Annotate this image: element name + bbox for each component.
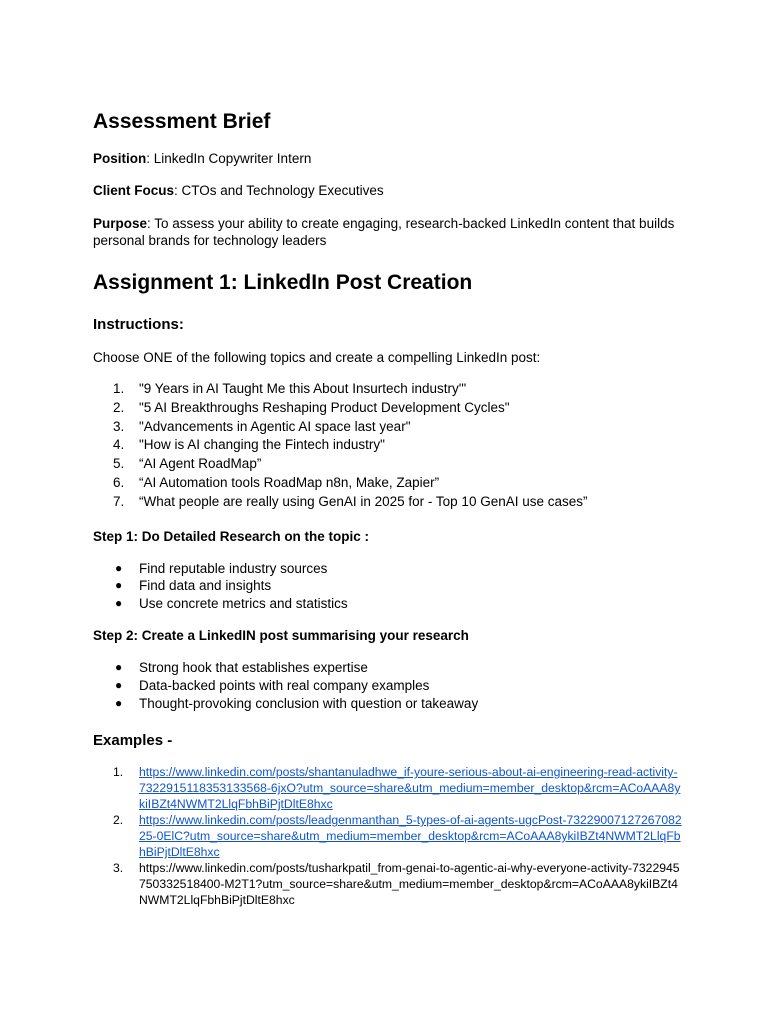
bullet-icon: ● xyxy=(115,578,123,593)
instructions-heading: Instructions: xyxy=(93,316,184,333)
list-item: 7. “What people are really using GenAI in 2025 for - Top 10 GenAI use cases” xyxy=(113,493,588,509)
list-item: 2. https://www.linkedin.com/posts/leadgenmanthan_5-types-of-ai-agents-ugcPost-7322900712726708225-0ElC?utm_source=share&utm_medium=member_desktop&rcm=ACoAAA8ykiIBZt4NWMT2LlqFbhBiPjtDltE8hxc xyxy=(113,813,682,860)
bullet-icon: ● xyxy=(115,677,123,692)
client-focus-label: Client Focus xyxy=(93,183,175,198)
list-item: ● Find reputable industry sources xyxy=(115,560,328,576)
list-item: 2. "5 AI Breakthroughs Reshaping Product Development Cycles" xyxy=(113,399,510,415)
example-link-1[interactable]: https://www.linkedin.com/posts/shantanuladhwe_if-youre-serious-about-ai-engineering-read-activity-7322915118353133568-6jxO?utm_source=share&utm_medium=member_desktop&rcm=ACoAAA8ykiIBZt4NWMT2LlqFbhBiPjtDltE8hxc xyxy=(139,765,681,812)
step2-list xyxy=(93,659,683,712)
purpose-value: : To assess your ability to create engaging, research-backed LinkedIn content that builds personal brands for technology leaders xyxy=(93,216,675,248)
bullet-icon: ● xyxy=(115,695,123,710)
assignment-title: Assignment 1: LinkedIn Post Creation xyxy=(93,271,473,294)
list-item: ● Strong hook that establishes expertise xyxy=(115,660,368,676)
instructions-text: Choose ONE of the following topics and create a compelling LinkedIn post: xyxy=(93,350,541,365)
bullet-icon: ● xyxy=(115,660,123,675)
topics-list xyxy=(93,380,683,512)
bullet-icon: ● xyxy=(115,595,123,610)
list-item: 6. “AI Automation tools RoadMap n8n, Make, Zapier” xyxy=(113,474,440,490)
position-line xyxy=(93,150,683,167)
client-focus-value: : CTOs and Technology Executives xyxy=(174,183,384,198)
client-focus-line xyxy=(93,182,683,199)
example-link-2[interactable]: https://www.linkedin.com/posts/leadgenmanthan_5-types-of-ai-agents-ugcPost-7322900712726708225-0ElC?utm_source=share&utm_medium=member_desktop&rcm=ACoAAA8ykiIBZt4NWMT2LlqFbhBiPjtDltE8hxc xyxy=(139,813,682,860)
purpose-label: Purpose xyxy=(93,216,148,231)
document-page xyxy=(93,108,683,908)
list-item: ● Find data and insights xyxy=(115,578,272,594)
position-value: : LinkedIn Copywriter Intern xyxy=(146,151,312,166)
list-item: 3. https://www.linkedin.com/posts/tusharkpatil_from-genai-to-agentic-ai-why-everyone-activity-7322945750332518400-M2T1?utm_source=share&utm_medium=member_desktop&rcm=ACoAAA8ykiIBZt4NWMT2LlqFbhBiPjtDltE8hxc xyxy=(113,861,680,908)
example-url-3: https://www.linkedin.com/posts/tusharkpatil_from-genai-to-agentic-ai-why-everyone-activity-7322945750332518400-M2T1?utm_source=share&utm_medium=member_desktop&rcm=ACoAAA8ykiIBZt4NWMT2LlqFbhBiPjtDltE8hxc xyxy=(139,861,680,908)
list-item: 4. "How is AI changing the Fintech industry" xyxy=(113,437,385,453)
list-item: 1. "9 Years in AI Taught Me this About Insurtech industry'" xyxy=(113,381,467,396)
list-item: ● Thought-provoking conclusion with question or takeaway xyxy=(115,695,479,711)
step2-heading: Step 2: Create a LinkedIN post summarising your research xyxy=(93,628,469,644)
purpose-line xyxy=(93,215,683,249)
position-label: Position xyxy=(93,151,147,166)
list-item: ● Use concrete metrics and statistics xyxy=(115,595,348,611)
list-item: ● Data-backed points with real company examples xyxy=(115,677,430,693)
examples-heading: Examples - xyxy=(93,732,173,750)
bullet-icon: ● xyxy=(115,560,123,575)
step1-list xyxy=(93,560,683,613)
list-item: 1. https://www.linkedin.com/posts/shantanuladhwe_if-youre-serious-about-ai-engineering-read-activity-7322915118353133568-6jxO?utm_source=share&utm_medium=member_desktop&rcm=ACoAAA8ykiIBZt4NWMT2LlqFbhBiPjtDltE8hxc xyxy=(113,765,681,812)
doc-title: Assessment Brief xyxy=(93,110,271,133)
step1-heading: Step 1: Do Detailed Research on the topic : xyxy=(93,528,370,544)
list-item: 3. "Advancements in Agentic AI space last year" xyxy=(113,418,411,434)
list-item: 5. “AI Agent RoadMap” xyxy=(113,456,262,472)
examples-list xyxy=(93,764,683,908)
